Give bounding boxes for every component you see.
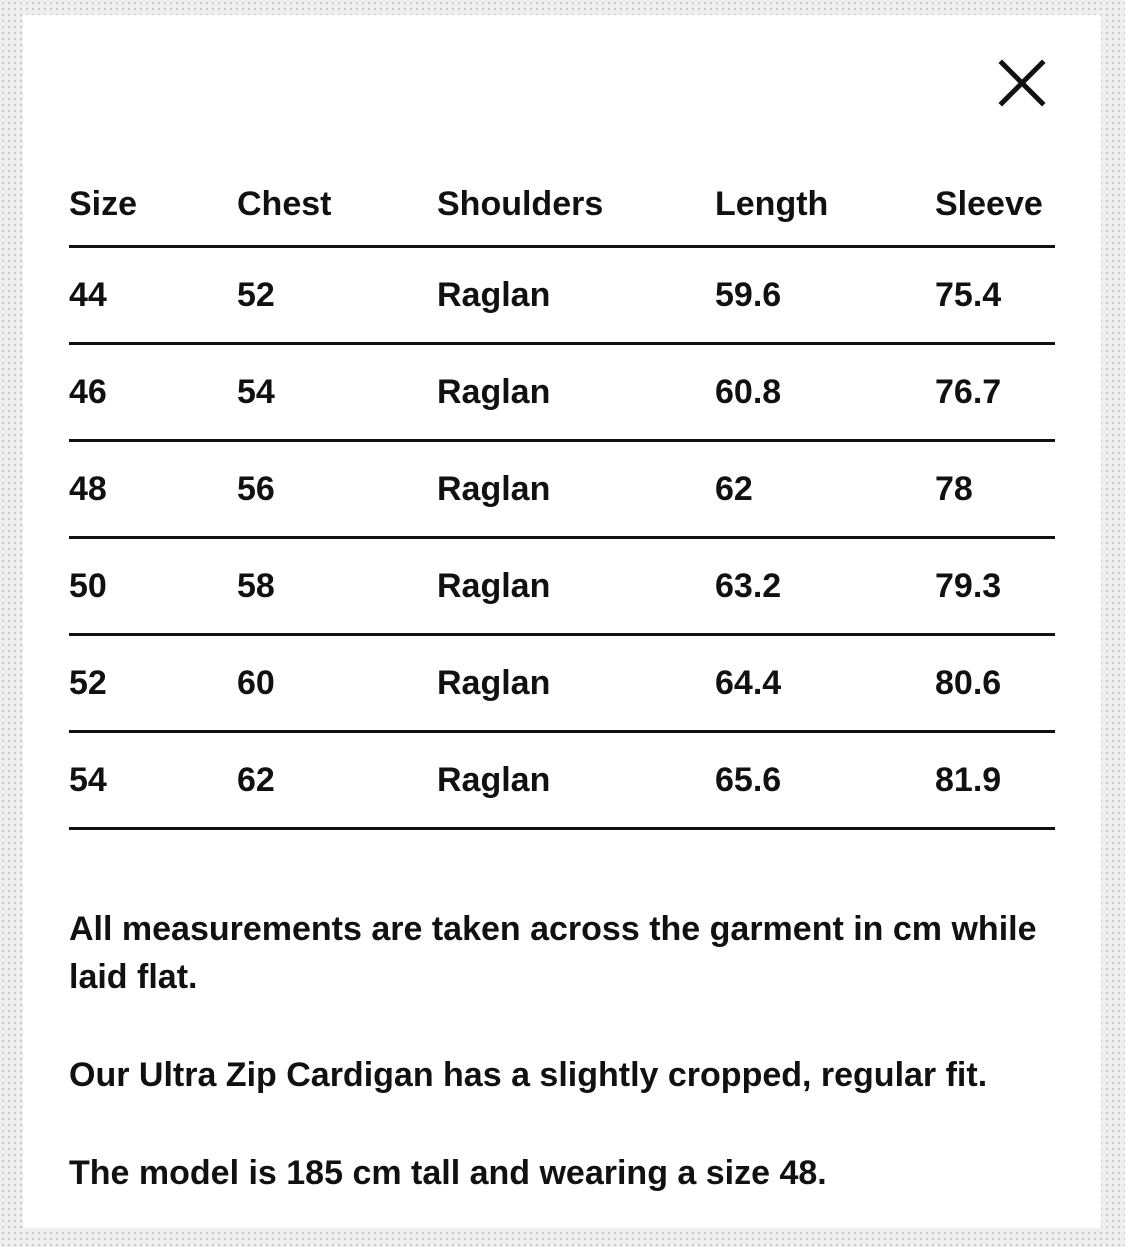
cell-length: 65.6 (715, 760, 782, 799)
cell-shoulders: Raglan (437, 566, 551, 605)
table-row (69, 248, 1055, 345)
fit-note: Our Ultra Zip Cardigan has a slightly cropped, regular fit. (69, 1056, 988, 1094)
measurement-note: All measurements are taken across the garment in cm while laid flat. (69, 910, 1037, 996)
size-notes (69, 905, 1069, 1247)
header-shoulders: Shoulders (437, 184, 604, 223)
header-length: Length (715, 184, 829, 223)
cell-size: 46 (69, 372, 107, 411)
cell-size: 44 (69, 275, 107, 314)
cell-size: 54 (69, 760, 107, 799)
header-size: Size (69, 184, 138, 223)
size-table (69, 163, 1055, 830)
table-row (69, 539, 1055, 636)
table-row (69, 345, 1055, 442)
model-note: The model is 185 cm tall and wearing a size 48. (69, 1154, 827, 1192)
cell-sleeve: 80.6 (935, 663, 1002, 702)
cell-chest: 62 (237, 760, 275, 799)
cell-length: 64.4 (715, 663, 782, 702)
table-row (69, 442, 1055, 539)
close-button[interactable] (998, 59, 1046, 107)
cell-size: 52 (69, 663, 107, 702)
cell-chest: 52 (237, 275, 275, 314)
cell-length: 63.2 (715, 566, 782, 605)
cell-shoulders: Raglan (437, 760, 551, 799)
size-guide-modal (23, 15, 1101, 1228)
cell-size: 50 (69, 566, 107, 605)
cell-chest: 60 (237, 663, 275, 702)
cell-length: 59.6 (715, 275, 782, 314)
cell-chest: 56 (237, 469, 275, 508)
cell-chest: 58 (237, 566, 275, 605)
cell-shoulders: Raglan (437, 469, 551, 508)
cell-chest: 54 (237, 372, 275, 411)
cell-size: 48 (69, 469, 107, 508)
cell-sleeve: 76.7 (935, 372, 1002, 411)
cell-shoulders: Raglan (437, 372, 551, 411)
cell-length: 62 (715, 469, 753, 508)
header-sleeve: Sleeve (935, 184, 1043, 223)
close-icon (998, 59, 1046, 107)
cell-shoulders: Raglan (437, 275, 551, 314)
cell-sleeve: 81.9 (935, 760, 1002, 799)
table-row (69, 636, 1055, 733)
cell-shoulders: Raglan (437, 663, 551, 702)
header-chest: Chest (237, 184, 332, 223)
table-header-row (69, 163, 1055, 248)
cell-sleeve: 79.3 (935, 566, 1002, 605)
cell-sleeve: 75.4 (935, 275, 1002, 314)
cell-length: 60.8 (715, 372, 782, 411)
cell-sleeve: 78 (935, 469, 973, 508)
table-row (69, 733, 1055, 830)
